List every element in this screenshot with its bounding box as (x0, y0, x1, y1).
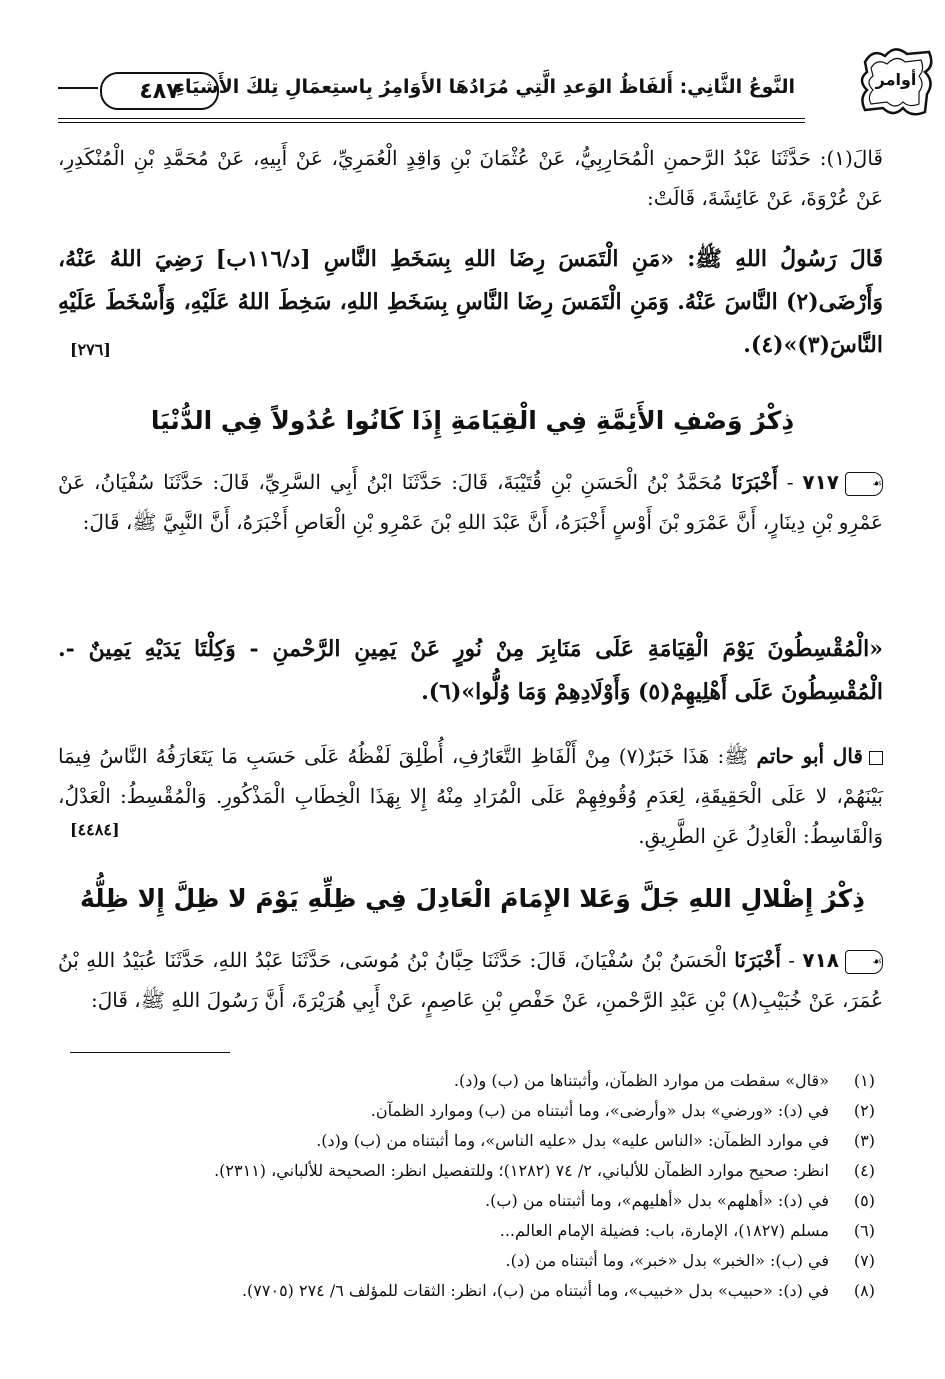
footnote-item (70, 1096, 875, 1126)
hadith-718-isnad: ☙٧١٨ - أَخْبَرَنَا الْحَسَنُ بْنُ سُفْيَانَ، قَالَ: حَدَّثَنَا حِبَّانُ بْنُ مُوسَى، حَدَّثَنَا عَبْدُ اللهِ، حَدَّثَنَا عُبَيْدُ اللهِ بْنُ عُمَرَ، عَنْ خُبَيْبِ(٨) بْنِ عَبْدِ الرَّحْمنِ، عَنْ حَفْصِ بْنِ عَاصِمٍ، عَنْ أَبِي هُرَيْرَةَ، أَنَّ رَسُولَ اللهِ ﷺ، قَالَ: (58, 948, 883, 1012)
akhbarana-label: أَخْبَرَنَا (731, 470, 778, 494)
footnote-item (70, 1156, 875, 1186)
abu-hatim-label: قال أبو حاتم (756, 744, 863, 768)
footnote-number: (٣) (853, 1131, 875, 1150)
hadith-reference-4484: [٤٤٨٤] (70, 820, 120, 839)
emblem-label: أوامر (875, 70, 917, 89)
footnote-number: (١) (853, 1071, 875, 1090)
akhbarana-label: أَخْبَرَنَا (734, 948, 781, 972)
footnote-item (70, 1186, 875, 1216)
chapter-heading-imams: ذِكْرُ وَصْفِ الأَئِمَّةِ فِي الْقِيَامَةِ إِذَا كَانُوا عُدُولاً فِي الدُّنْيَا (150, 406, 795, 435)
hadith-718-chain: الْحَسَنُ بْنُ سُفْيَانَ، قَالَ: حَدَّثَنَا حِبَّانُ بْنُ مُوسَى، حَدَّثَنَا عَبْدُ اللهِ، حَدَّثَنَا عُبَيْدُ اللهِ بْنُ عُمَرَ، عَنْ خُبَيْبِ(٨) بْنِ عَبْدِ الرَّحْمنِ، عَنْ حَفْصِ بْنِ عَاصِمٍ، عَنْ أَبِي هُرَيْرَةَ، أَنَّ رَسُولَ اللهِ ﷺ، قَالَ: (58, 948, 883, 1012)
hadith-number: ٧١٧ (802, 470, 839, 494)
chapter-heading-shade: ذِكْرُ إِظْلالِ اللهِ جَلَّ وَعَلا الإِمَامَ الْعَادِلَ فِي ظِلِّهِ يَوْمَ لا ظِلَّ إِلا ظِلُّهُ (80, 884, 865, 913)
hadith-number: ٧١٨ (802, 948, 840, 972)
puzzle-emblem-icon (855, 42, 937, 120)
footnote-separator (70, 1052, 230, 1053)
header-rule-thin (58, 122, 805, 123)
hadith-marker-icon: ☙ (845, 472, 883, 496)
hadith-marker-icon: ☙ (845, 950, 883, 974)
footnote-item (70, 1246, 875, 1276)
footnote-text: انظر: صحيح موارد الظمآن للألباني، ٢/ ٧٤ (١٢٨٢)؛ وللتفصيل انظر: الصحيحة للألباني، (٢٣١١). (214, 1161, 829, 1180)
footnote-number: (٥) (853, 1191, 875, 1210)
hadith-matn-276: قَالَ رَسُولُ اللهِ ﷺ: «مَنِ الْتَمَسَ رِضَا اللهِ بِسَخَطِ النَّاسِ [د/١١٦ب] رَضِيَ اللهُ عَنْهُ، وَأَرْضَى(٢) النَّاسَ عَنْهُ. وَمَنِ الْتَمَسَ رِضَا النَّاسِ بِسَخَطِ اللهِ، سَخِطَ اللهُ عَلَيْهِ، وَأَسْخَطَ عَلَيْهِ النَّاسَ(٣)»(٤). (58, 246, 883, 358)
abu-hatim-text: هَذَا خَبَرٌ(٧) مِنْ أَلْفَاظِ التَّعَارُفِ، أُطْلِقَ لَفْظُهُ عَلَى حَسَبِ مَا يَتَعَارَفُهُ النَّاسُ فِيمَا بَيْنَهُمْ، لا عَلَى الْحَقِيقَةِ، لِعَدَمِ وُقُوفِهِمْ عَلَى الْمُرَادِ مِنْهُ إِلا بِهَذَا الْخِطَابِ الْمَذْكُورِ. وَالْمُقْسِطُ: الْعَدْلُ، وَالْقَاسِطُ: الْعَادِلُ عَنِ الطَّرِيقِ. (58, 744, 883, 848)
footnote-text: في موارد الظمآن: «الناس عليه» بدل «عليه الناس»، وما أثبتناه من (ب) و(د). (316, 1131, 829, 1150)
footnote-number: (٤) (853, 1161, 875, 1180)
hadith-717-matn: «الْمُقْسِطُونَ يَوْمَ الْقِيَامَةِ عَلَى مَنَابِرَ مِنْ نُورٍ عَنْ يَمِينِ الرَّحْمنِ - وَكِلْتَا يَدَيْهِ يَمِينٌ -. الْمُقْسِطُونَ عَلَى أَهْلِيهِمْ(٥) وَأَوْلَادِهِمْ وَمَا وُلُّوا»(٦). (58, 636, 883, 705)
header-left-rule (58, 87, 98, 89)
footnote-item (70, 1066, 875, 1096)
header-rule (58, 118, 805, 119)
abu-hatim-comment: قال أبو حاتم ﷺ: هَذَا خَبَرٌ(٧) مِنْ أَلْفَاظِ التَّعَارُفِ، أُطْلِقَ لَفْظُهُ عَلَى حَسَبِ مَا يَتَعَارَفُهُ النَّاسُ فِيمَا بَيْنَهُمْ، لا عَلَى الْحَقِيقَةِ، لِعَدَمِ وُقُوفِهِمْ عَلَى الْمُرَادِ مِنْهُ إِلا بِهَذَا الْخِطَابِ الْمَذْكُورِ. وَالْمُقْسِطُ: الْعَدْلُ، وَالْقَاسِطُ: الْعَادِلُ عَنِ الطَّرِيقِ. (58, 744, 883, 848)
footnote-number: (٦) (853, 1221, 875, 1240)
page-number: ٤٨٧ (100, 72, 219, 110)
footnote-text: في (ب): «الخبر» بدل «خبر»، وما أثبتناه من (د). (505, 1251, 829, 1270)
running-header-title: النَّوعُ الثَّانِي: أَلفَاظُ الوَعدِ الَّتِي مُرَادُهَا الأَوَامِرُ بِاستِعمَالِ تِلكَ الأَشيَاءِ (175, 76, 795, 98)
footnotes (70, 1066, 875, 1306)
footnote-text: في (د): «حبيب» بدل «خبيب»، وما أثبتناه من (ب)، انظر: الثقات للمؤلف ٦/ ٢٧٤ (٧٧٠٥). (241, 1281, 829, 1300)
footnote-text: في (د): «ورضي» بدل «وأرضى»، وما أثبتناه من (ب) وموارد الظمآن. (370, 1101, 829, 1120)
footnote-text: في (د): «أهلهم» بدل «أهليهم»، وما أثبتناه من (ب). (485, 1191, 829, 1210)
footnote-item (70, 1276, 875, 1306)
footnote-item (70, 1126, 875, 1156)
footnote-number: (٨) (853, 1281, 875, 1300)
isnad-paragraph: قَالَ(١): حَدَّثَنَا عَبْدُ الرَّحمنِ الْمُحَارِبِيُّ، عَنْ عُثْمَانَ بْنِ وَاقِدٍ الْعُمَرِيِّ، عَنْ أَبِيهِ، عَنْ مُحَمَّدِ بْنِ الْمُنْكَدِرِ، عَنْ عُرْوَةَ، عَنْ عَائِشَةَ، قَالَتْ: (58, 146, 883, 210)
page-header (70, 50, 917, 120)
footnote-text: «قال» سقطت من موارد الظمآن، وأثبتناها من (ب) و(د). (453, 1071, 829, 1090)
footnote-number: (٧) (853, 1251, 875, 1270)
hadith-reference-276: [٢٧٦] (70, 340, 111, 359)
footnote-text: مسلم (١٨٢٧)، الإمارة، باب: فضيلة الإمام العالم... (499, 1221, 829, 1240)
footnote-number: (٢) (853, 1101, 875, 1120)
book-page (58, 40, 917, 1350)
footnote-item (70, 1216, 875, 1246)
hadith-717-chain: مُحَمَّدُ بْنُ الْحَسَنِ بْنِ قُتَيْبَةَ، قَالَ: حَدَّثَنَا ابْنُ أَبِي السَّرِيِّ، قَالَ: حَدَّثَنَا سُفْيَانُ، عَنْ عَمْرِو بْنِ دِينَارٍ، أَنَّ عَمْرَو بْنَ أَوْسٍ أَخْبَرَهُ، أَنَّ عَبْدَ اللهِ بْنَ عَمْرِو بْنِ الْعَاصِ أَخْبَرَهُ، أَنَّ النَّبِيَّ ﷺ، قَالَ: (58, 470, 883, 534)
hadith-717-isnad: ☙٧١٧ - أَخْبَرَنَا مُحَمَّدُ بْنُ الْحَسَنِ بْنِ قُتَيْبَةَ، قَالَ: حَدَّثَنَا ابْنُ أَبِي السَّرِيِّ، قَالَ: حَدَّثَنَا سُفْيَانُ، عَنْ عَمْرِو بْنِ دِينَارٍ، أَنَّ عَمْرَو بْنَ أَوْسٍ أَخْبَرَهُ، أَنَّ عَبْدَ اللهِ بْنَ عَمْرِو بْنِ الْعَاصِ أَخْبَرَهُ، أَنَّ النَّبِيَّ ﷺ، قَالَ: (58, 470, 883, 534)
square-marker-icon (869, 751, 883, 765)
